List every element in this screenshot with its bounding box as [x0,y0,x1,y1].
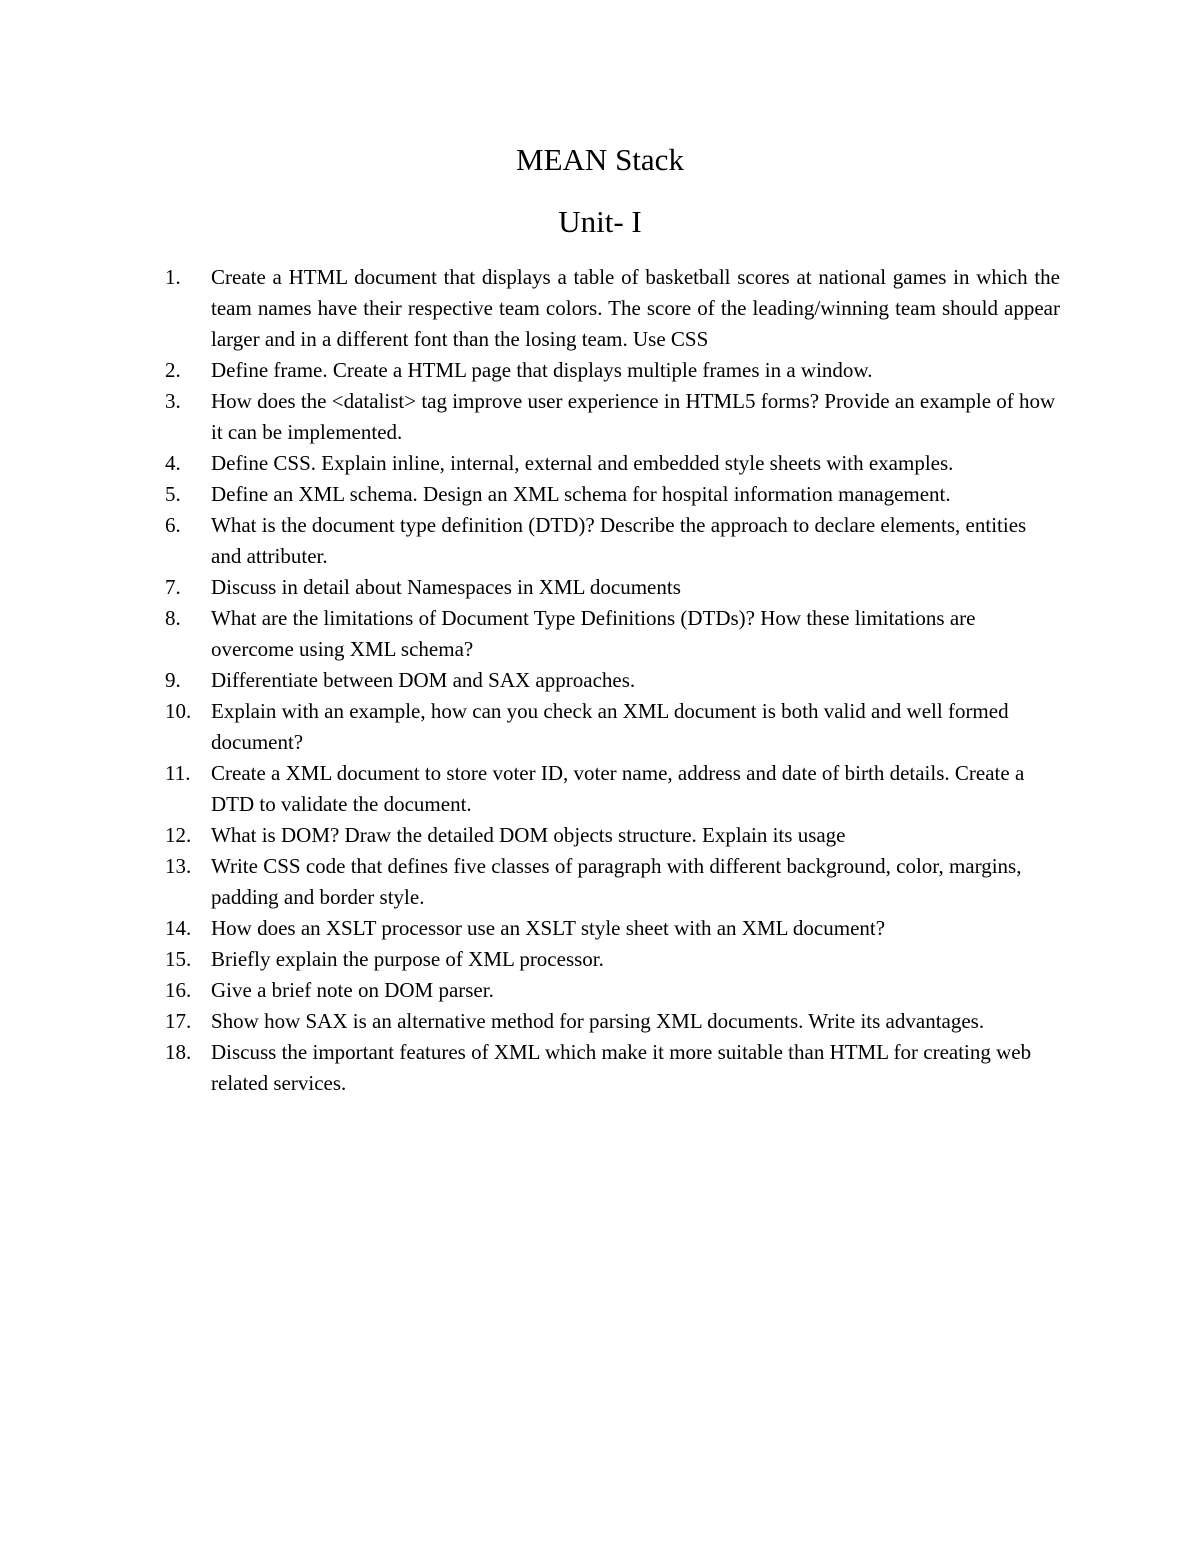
question-item [165,975,1060,1006]
question-number: 12. [165,823,192,847]
question-text: Create a HTML document that displays a table of basketball scores at national games in which the team names have their respective team colors. The score of the leading/winning team should appear larger and in a different font than the losing team. Use CSS [211,265,1060,351]
document-title: MEAN Stack [516,142,684,177]
question-text: Write CSS code that defines five classes of paragraph with different background, color, margins, padding and border style. [211,854,1022,909]
question-text: Briefly explain the purpose of XML processor. [211,947,604,971]
question-number: 3. [165,389,181,413]
question-text: Explain with an example, how can you check an XML document is both valid and well formed document? [211,699,1009,754]
question-number: 17. [165,1009,192,1033]
question-text: Define CSS. Explain inline, internal, external and embedded style sheets with examples. [211,451,954,475]
question-text: Give a brief note on DOM parser. [211,978,494,1002]
question-item [165,448,1060,479]
question-number: 10. [165,699,192,723]
question-item [165,1037,1060,1099]
question-item [165,479,1060,510]
question-number: 18. [165,1040,192,1064]
question-text: Create a XML document to store voter ID, voter name, address and date of birth details. Create a DTD to validate the document. [211,761,1025,816]
question-item [165,758,1060,820]
question-list [165,262,1060,1099]
question-item [165,944,1060,975]
question-item [165,665,1060,696]
question-text: Differentiate between DOM and SAX approaches. [211,668,636,692]
question-number: 13. [165,854,192,878]
question-item [165,913,1060,944]
question-item [165,386,1060,448]
question-text: How does an XSLT processor use an XSLT style sheet with an XML document? [211,916,886,940]
question-number: 9. [165,668,181,692]
question-text: Show how SAX is an alternative method for parsing XML documents. Write its advantages. [211,1009,985,1033]
question-number: 4. [165,451,181,475]
question-number: 7. [165,575,181,599]
question-number: 6. [165,513,181,537]
question-item [165,603,1060,665]
question-item [165,572,1060,603]
question-number: 5. [165,482,181,506]
question-text: Discuss in detail about Namespaces in XML documents [211,575,681,599]
question-text: What is DOM? Draw the detailed DOM objects structure. Explain its usage [211,823,846,847]
question-item [165,262,1060,355]
question-item [165,1006,1060,1037]
question-item [165,355,1060,386]
question-item [165,851,1060,913]
question-item [165,820,1060,851]
question-number: 2. [165,358,181,382]
question-number: 15. [165,947,192,971]
question-number: 8. [165,606,181,630]
question-number: 14. [165,916,192,940]
question-number: 1. [165,265,181,289]
question-text: Discuss the important features of XML which make it more suitable than HTML for creating web related services. [211,1040,1032,1095]
unit-heading: Unit- I [558,204,642,239]
question-text: Define an XML schema. Design an XML schema for hospital information management. [211,482,951,506]
question-number: 16. [165,978,192,1002]
question-item [165,696,1060,758]
question-text: What are the limitations of Document Type Definitions (DTDs)? How these limitations are overcome using XML schema? [211,606,976,661]
question-text: Define frame. Create a HTML page that displays multiple frames in a window. [211,358,873,382]
question-text: How does the <datalist> tag improve user experience in HTML5 forms? Provide an example of how it can be implemented. [211,389,1056,444]
question-number: 11. [165,761,191,785]
question-text: What is the document type definition (DTD)? Describe the approach to declare elements, entities and attributer. [211,513,1027,568]
question-item [165,510,1060,572]
